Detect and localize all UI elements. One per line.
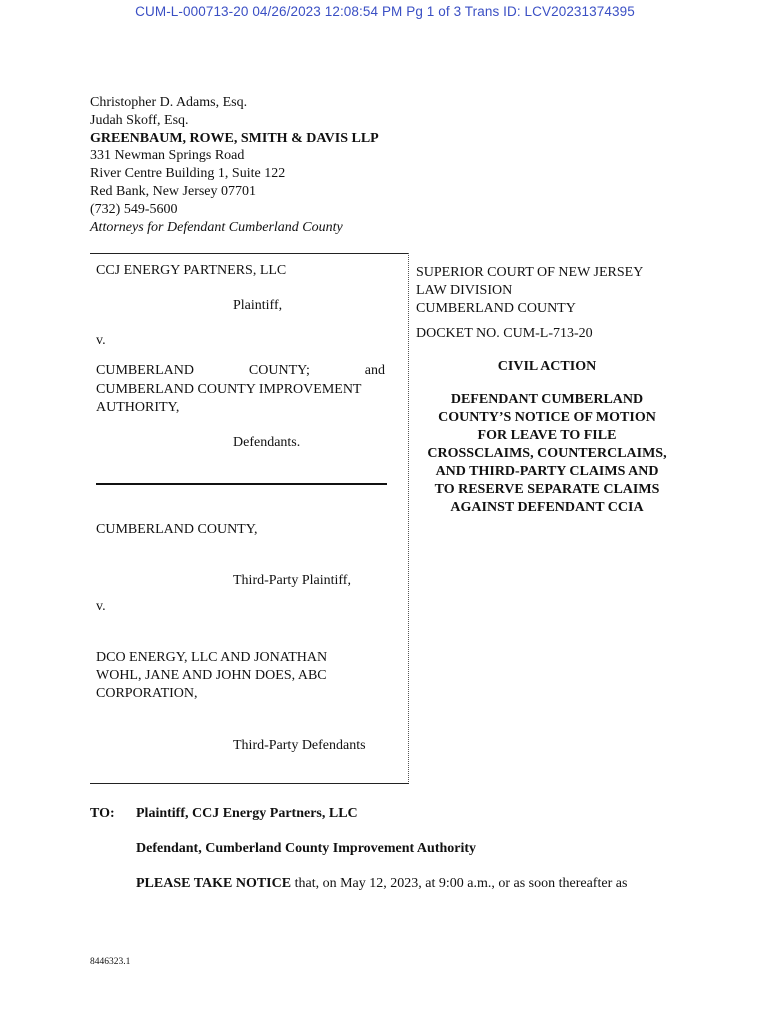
attorney-role: Attorneys for Defendant Cumberland County (90, 219, 343, 235)
motion-title-line: DEFENDANT CUMBERLAND (450, 392, 644, 407)
notice-body-text: that, on May 12, 2023, at 9:00 a.m., or as soon thereafter as (291, 876, 628, 891)
third-party-plaintiff-label: Third-Party Plaintiff, (233, 573, 351, 588)
to-plaintiff: Plaintiff, CCJ Energy Partners, LLC (136, 806, 358, 821)
defendant-word-1: CUMBERLAND (96, 363, 195, 378)
motion-title-line: TO RESERVE SEPARATE CLAIMS (434, 482, 660, 497)
firm-address-1: 331 Newman Springs Road (90, 148, 245, 164)
attorney-name-1: Christopher D. Adams, Esq. (90, 95, 248, 110)
motion-title-line: AND THIRD-PARTY CLAIMS AND (435, 464, 659, 479)
versus: v. (96, 333, 106, 348)
court-name: SUPERIOR COURT OF NEW JERSEY (416, 265, 644, 280)
caption-vertical-rule (408, 253, 409, 784)
court-county: CUMBERLAND COUNTY (416, 301, 576, 316)
law-firm-name: GREENBAUM, ROWE, SMITH & DAVIS LLP (90, 130, 379, 146)
third-party-defendant-line-1: DCO ENERGY, LLC AND JONATHAN (96, 650, 328, 665)
civil-action-heading: CIVIL ACTION (497, 359, 597, 374)
caption-divider-rule (96, 483, 387, 485)
docket-number: DOCKET NO. CUM-L-713-20 (416, 326, 593, 341)
motion-title-line: COUNTY’S NOTICE OF MOTION (438, 410, 656, 425)
third-party-defendant-line-2: WOHL, JANE AND JOHN DOES, ABC (96, 668, 327, 683)
court-division: LAW DIVISION (416, 283, 513, 298)
caption-bottom-rule (90, 783, 409, 784)
motion-title (414, 391, 680, 517)
defendant-line-2: CUMBERLAND COUNTY IMPROVEMENT (96, 382, 362, 397)
attorney-name-2: Judah Skoff, Esq. (90, 112, 189, 128)
defendants-label: Defendants. (233, 435, 301, 450)
firm-address-3: Red Bank, New Jersey 07701 (90, 183, 257, 199)
filing-stamp: CUM-L-000713-20 04/26/2023 12:08:54 PM Pg 1 of 3 Trans ID: LCV20231374395 (135, 4, 635, 19)
defendant-line-1 (96, 363, 385, 379)
firm-address-2: River Centre Building 1, Suite 122 (90, 166, 286, 182)
defendant-line-3: AUTHORITY, (96, 400, 180, 415)
firm-phone: (732) 549-5600 (90, 201, 178, 217)
defendant-word-2: COUNTY; (248, 363, 310, 378)
motion-title-line: FOR LEAVE TO FILE (477, 428, 617, 443)
to-label: TO: (90, 806, 115, 821)
third-party-defendants-label: Third-Party Defendants (233, 738, 366, 753)
caption-top-rule (90, 253, 409, 254)
third-party-plaintiff-name: CUMBERLAND COUNTY, (96, 522, 258, 537)
document-number: 8446323.1 (90, 957, 131, 967)
versus-2: v. (96, 599, 106, 614)
attorney-block (90, 94, 379, 236)
notice-body (136, 876, 627, 892)
to-defendant: Defendant, Cumberland County Improvement Authority (136, 841, 477, 856)
plaintiff-name: CCJ ENERGY PARTNERS, LLC (96, 263, 287, 278)
third-party-defendant-line-3: CORPORATION, (96, 686, 198, 701)
motion-title-line: CROSSCLAIMS, COUNTERCLAIMS, (427, 446, 667, 461)
defendant-word-3: and (364, 363, 385, 378)
plaintiff-label: Plaintiff, (233, 298, 283, 313)
please-take-notice: PLEASE TAKE NOTICE (136, 876, 292, 891)
motion-title-line: AGAINST DEFENDANT CCIA (450, 500, 644, 515)
